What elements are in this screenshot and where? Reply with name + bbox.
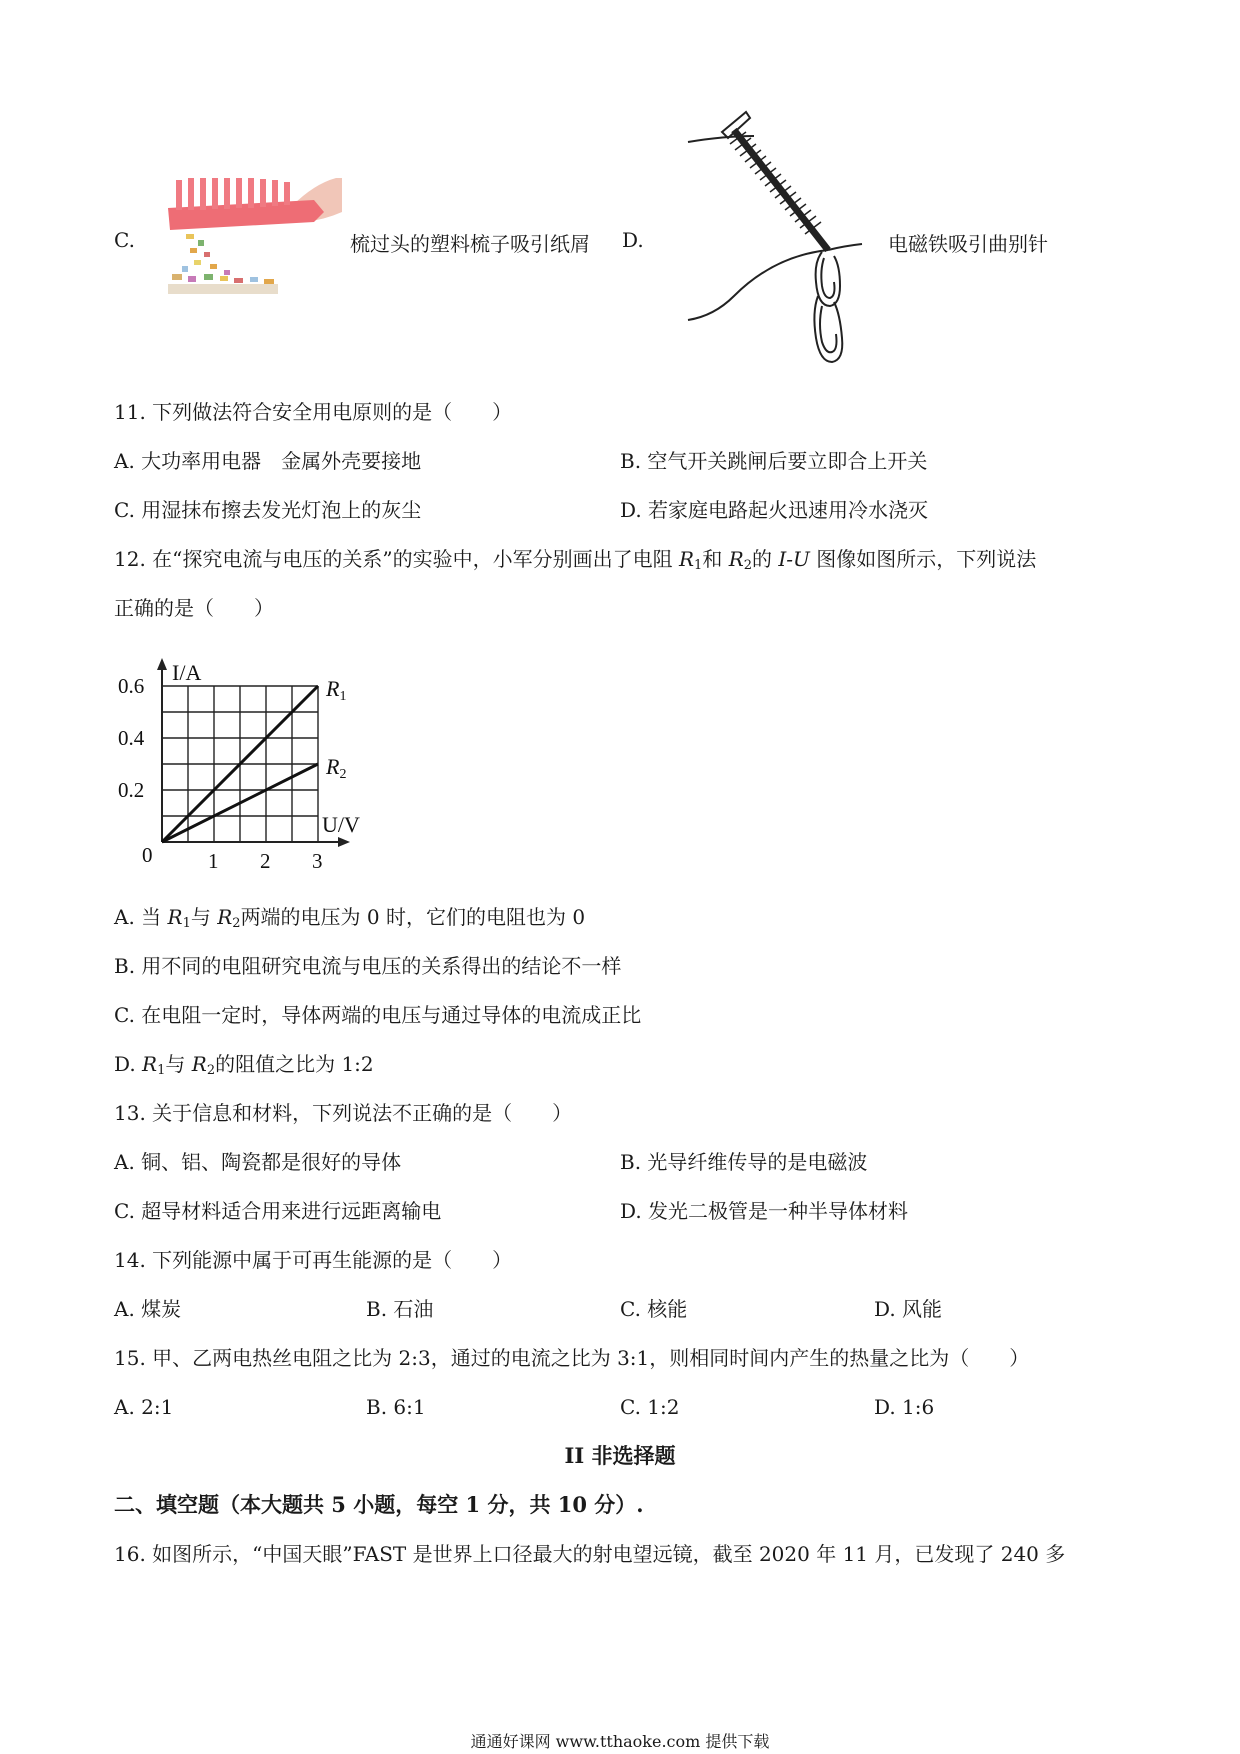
q12-stem: 12. 在“探究电流与电压的关系”的实验中，小军分别画出了电阻 $R_1$和 $R_2$的 I-U 图像如图所示，下列说法 [114, 547, 1037, 573]
series-label-r1: R1 [326, 676, 347, 704]
q15-stem: 15. 甲、乙两电热丝电阻之比为 2:3，通过的电流之比为 3:1，则相同时间内产生的热量之比为（ ） [114, 1346, 1030, 1370]
q11-option-a: A. 大功率用电器 金属外壳要接地 [114, 449, 422, 473]
q14-option-d: D. 风能 [874, 1297, 943, 1321]
q16-stem: 16. 如图所示，“中国天眼”FAST 是世界上口径最大的射电望远镜，截至 2020 年 11 月，已发现了 240 多 [114, 1542, 1066, 1566]
q11-stem: 11. 下列做法符合安全用电原则的是（ ） [114, 400, 513, 424]
q12-option-c: C. 在电阻一定时，导体两端的电压与通过导体的电流成正比 [114, 1003, 642, 1027]
q12-option-a: A. 当 $R_1$与 $R_2$两端的电压为 0 时，它们的电阻也为 0 [114, 905, 586, 931]
paper-scraps [168, 234, 278, 294]
x-tick-label: 2 [260, 849, 271, 873]
q11-option-d: D. 若家庭电路起火迅速用冷水浇灭 [620, 498, 929, 522]
x-axis-label: U/V [322, 812, 360, 837]
x-tick-label: 1 [208, 849, 219, 873]
part2-heading: 二、填空题（本大题共 5 小题，每空 1 分，共 10 分）. [114, 1492, 644, 1517]
q12-stem-line2: 正确的是（ ） [114, 596, 274, 620]
y-axis-label: I/A [172, 660, 202, 685]
iu-chart [110, 650, 410, 880]
q15-option-d: D. 1:6 [874, 1395, 935, 1419]
q10-option-c-text: 梳过头的塑料梳子吸引纸屑 [350, 232, 590, 256]
paper-clips [814, 252, 842, 362]
q13-option-a: A. 铜、铝、陶瓷都是很好的导体 [114, 1150, 402, 1174]
q15-option-b: B. 6:1 [366, 1395, 426, 1419]
q14-stem: 14. 下列能源中属于可再生能源的是（ ） [114, 1248, 513, 1272]
q15-option-a: A. 2:1 [114, 1395, 174, 1419]
comb-picture [164, 176, 342, 301]
q13-option-d: D. 发光二极管是一种半导体材料 [620, 1199, 909, 1223]
q15-option-c: C. 1:2 [620, 1395, 680, 1419]
q13-option-b: B. 光导纤维传导的是电磁波 [620, 1150, 868, 1174]
y-axis-arrow [157, 658, 167, 670]
x-tick-label: 3 [312, 849, 323, 873]
y-tick-label: 0.2 [118, 778, 145, 802]
x-axis-arrow [338, 837, 350, 847]
y-tick-label: 0.4 [118, 726, 145, 750]
q10-option-d-text: 电磁铁吸引曲别针 [888, 232, 1048, 256]
page-footer: 通通好课网 www.tthaoke.com 提供下载 [470, 1732, 770, 1751]
q12-option-d: D. $R_1$与 $R_2$的阻值之比为 1:2 [114, 1052, 374, 1078]
y-tick-label: 0.6 [118, 674, 145, 698]
origin-label: 0 [142, 843, 153, 867]
series-label-sub: 2 [339, 767, 347, 782]
electromagnet-picture [684, 106, 864, 368]
q13-option-c: C. 超导材料适合用来进行远距离输电 [114, 1199, 442, 1223]
q11-option-c: C. 用湿抹布擦去发光灯泡上的灰尘 [114, 498, 422, 522]
q14-option-a: A. 煤炭 [114, 1297, 182, 1321]
q11-option-b: B. 空气开关跳闸后要立即合上开关 [620, 449, 928, 473]
q10-option-d-label: D. [622, 228, 644, 252]
q12-option-b: B. 用不同的电阻研究电流与电压的关系得出的结论不一样 [114, 954, 622, 978]
q10-option-c-label: C. [114, 228, 135, 252]
section-title: II 非选择题 [564, 1443, 676, 1468]
q14-option-c: C. 核能 [620, 1297, 688, 1321]
q13-stem: 13. 关于信息和材料，下列说法不正确的是（ ） [114, 1101, 573, 1125]
series-label-r2: R2 [326, 754, 347, 782]
q14-option-b: B. 石油 [366, 1297, 434, 1321]
series-label-sub: 1 [339, 689, 347, 704]
